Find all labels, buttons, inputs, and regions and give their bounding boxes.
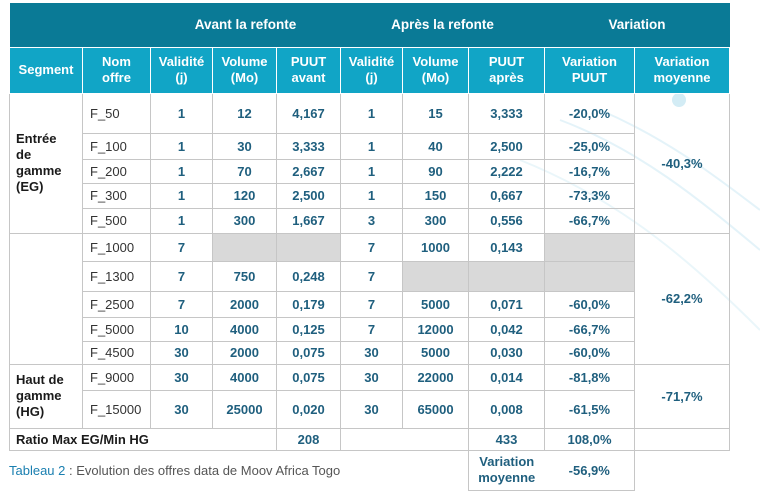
puut-avant: 0,179 bbox=[277, 291, 341, 317]
puut-apres: 0,143 bbox=[469, 233, 545, 261]
volume-avant: 4000 bbox=[213, 364, 277, 390]
offer-name: F_200 bbox=[83, 159, 151, 183]
caption-text: : Evolution des offres data de Moov Africa Togo bbox=[65, 463, 341, 478]
validite-avant: 1 bbox=[151, 159, 213, 183]
col-header-puut-apres: PUUT après bbox=[469, 47, 545, 93]
puut-apres: 0,556 bbox=[469, 208, 545, 233]
validite-apres: 30 bbox=[341, 341, 403, 364]
validite-apres: 1 bbox=[341, 133, 403, 159]
volume-apres: 1000 bbox=[403, 233, 469, 261]
table-row bbox=[10, 390, 730, 428]
variation-puut: -16,7% bbox=[545, 159, 635, 183]
col-header-validite-avant: Validité (j) bbox=[151, 47, 213, 93]
puut-avant: 0,075 bbox=[277, 341, 341, 364]
puut-apres: 2,222 bbox=[469, 159, 545, 183]
validite-avant: 30 bbox=[151, 341, 213, 364]
offer-name: F_4500 bbox=[83, 341, 151, 364]
puut-avant: 0,020 bbox=[277, 390, 341, 428]
variation-puut-empty bbox=[545, 233, 635, 261]
table-row bbox=[10, 341, 730, 364]
validite-avant: 1 bbox=[151, 208, 213, 233]
ratio-row bbox=[10, 428, 730, 450]
variation-puut-empty bbox=[545, 261, 635, 291]
volume-apres: 5000 bbox=[403, 291, 469, 317]
puut-apres: 0,014 bbox=[469, 364, 545, 390]
variation-puut: -60,0% bbox=[545, 291, 635, 317]
variation-puut: -73,3% bbox=[545, 183, 635, 208]
volume-apres: 12000 bbox=[403, 317, 469, 341]
volume-avant: 4000 bbox=[213, 317, 277, 341]
group-header-avant: Avant la refonte bbox=[151, 3, 341, 47]
variation-moyenne-hg: -71,7% bbox=[635, 364, 730, 428]
puut-apres: 0,071 bbox=[469, 291, 545, 317]
table-row bbox=[10, 159, 730, 183]
volume-avant: 120 bbox=[213, 183, 277, 208]
ratio-blank bbox=[341, 428, 469, 450]
volume-apres: 65000 bbox=[403, 390, 469, 428]
variation-puut: -61,5% bbox=[545, 390, 635, 428]
validite-apres: 7 bbox=[341, 291, 403, 317]
variation-puut: -25,0% bbox=[545, 133, 635, 159]
col-header-puut-avant: PUUT avant bbox=[277, 47, 341, 93]
overall-average-label: Variation moyenne bbox=[469, 450, 545, 490]
variation-puut: -60,0% bbox=[545, 341, 635, 364]
validite-avant: 7 bbox=[151, 233, 213, 261]
volume-apres: 40 bbox=[403, 133, 469, 159]
validite-apres: 30 bbox=[341, 390, 403, 428]
volume-apres: 300 bbox=[403, 208, 469, 233]
data-offers-table bbox=[9, 3, 730, 491]
offer-name: F_5000 bbox=[83, 317, 151, 341]
volume-avant: 300 bbox=[213, 208, 277, 233]
puut-apres-empty bbox=[469, 261, 545, 291]
col-header-nom-offre: Nom offre bbox=[83, 47, 151, 93]
validite-apres: 1 bbox=[341, 159, 403, 183]
volume-avant: 750 bbox=[213, 261, 277, 291]
segment-middle bbox=[10, 233, 83, 364]
puut-avant: 2,667 bbox=[277, 159, 341, 183]
table-row bbox=[10, 93, 730, 133]
ratio-apres: 433 bbox=[469, 428, 545, 450]
variation-puut: -66,7% bbox=[545, 317, 635, 341]
ratio-variation: 108,0% bbox=[545, 428, 635, 450]
validite-avant: 1 bbox=[151, 133, 213, 159]
offer-name: F_9000 bbox=[83, 364, 151, 390]
validite-avant: 30 bbox=[151, 390, 213, 428]
variation-puut: -81,8% bbox=[545, 364, 635, 390]
volume-apres: 15 bbox=[403, 93, 469, 133]
puut-apres: 0,042 bbox=[469, 317, 545, 341]
table-row bbox=[10, 233, 730, 261]
offer-name: F_50 bbox=[83, 93, 151, 133]
puut-avant: 3,333 bbox=[277, 133, 341, 159]
validite-apres: 7 bbox=[341, 233, 403, 261]
volume-apres: 5000 bbox=[403, 341, 469, 364]
volume-apres-empty bbox=[403, 261, 469, 291]
puut-avant: 0,248 bbox=[277, 261, 341, 291]
col-header-volume-apres: Volume (Mo) bbox=[403, 47, 469, 93]
volume-avant: 30 bbox=[213, 133, 277, 159]
puut-apres: 2,500 bbox=[469, 133, 545, 159]
table-row bbox=[10, 364, 730, 390]
validite-apres: 1 bbox=[341, 183, 403, 208]
table-row bbox=[10, 208, 730, 233]
table-row bbox=[10, 133, 730, 159]
puut-avant: 4,167 bbox=[277, 93, 341, 133]
puut-apres: 0,667 bbox=[469, 183, 545, 208]
volume-avant: 25000 bbox=[213, 390, 277, 428]
validite-apres: 1 bbox=[341, 93, 403, 133]
col-header-validite-apres: Validité (j) bbox=[341, 47, 403, 93]
validite-avant: 7 bbox=[151, 291, 213, 317]
column-header-row bbox=[10, 47, 730, 93]
footer-spacer-right bbox=[635, 450, 730, 490]
variation-moyenne-middle: -62,2% bbox=[635, 233, 730, 364]
puut-apres: 0,030 bbox=[469, 341, 545, 364]
offer-name: F_300 bbox=[83, 183, 151, 208]
ratio-label: Ratio Max EG/Min HG bbox=[10, 428, 277, 450]
puut-avant: 0,125 bbox=[277, 317, 341, 341]
validite-apres: 30 bbox=[341, 364, 403, 390]
table-row bbox=[10, 291, 730, 317]
puut-avant: 0,075 bbox=[277, 364, 341, 390]
overall-average-value: -56,9% bbox=[545, 450, 635, 490]
caption-label: Tableau 2 bbox=[9, 463, 66, 478]
puut-avant-empty bbox=[277, 233, 341, 261]
volume-apres: 150 bbox=[403, 183, 469, 208]
validite-apres: 3 bbox=[341, 208, 403, 233]
validite-apres: 7 bbox=[341, 261, 403, 291]
puut-avant: 1,667 bbox=[277, 208, 341, 233]
puut-apres: 0,008 bbox=[469, 390, 545, 428]
validite-avant: 7 bbox=[151, 261, 213, 291]
table-row bbox=[10, 317, 730, 341]
col-header-volume-avant: Volume (Mo) bbox=[213, 47, 277, 93]
validite-apres: 7 bbox=[341, 317, 403, 341]
validite-avant: 1 bbox=[151, 93, 213, 133]
volume-avant: 2000 bbox=[213, 291, 277, 317]
offer-name: F_100 bbox=[83, 133, 151, 159]
volume-avant: 12 bbox=[213, 93, 277, 133]
ratio-avant: 208 bbox=[277, 428, 341, 450]
segment-hg: Haut de gamme (HG) bbox=[10, 364, 83, 428]
offer-name: F_15000 bbox=[83, 390, 151, 428]
volume-avant: 70 bbox=[213, 159, 277, 183]
puut-avant: 2,500 bbox=[277, 183, 341, 208]
table-row bbox=[10, 183, 730, 208]
col-header-segment: Segment bbox=[10, 47, 83, 93]
volume-apres: 22000 bbox=[403, 364, 469, 390]
group-header-row bbox=[10, 3, 730, 47]
offer-name: F_500 bbox=[83, 208, 151, 233]
variation-moyenne-eg: -40,3% bbox=[635, 93, 730, 233]
variation-puut: -20,0% bbox=[545, 93, 635, 133]
validite-avant: 1 bbox=[151, 183, 213, 208]
group-header-apres: Après la refonte bbox=[341, 3, 545, 47]
volume-avant-empty bbox=[213, 233, 277, 261]
table-caption bbox=[9, 463, 340, 478]
volume-avant: 2000 bbox=[213, 341, 277, 364]
offer-name: F_1000 bbox=[83, 233, 151, 261]
offer-name: F_1300 bbox=[83, 261, 151, 291]
segment-eg: Entrée de gamme (EG) bbox=[10, 93, 83, 233]
table-row bbox=[10, 261, 730, 291]
volume-apres: 90 bbox=[403, 159, 469, 183]
validite-avant: 30 bbox=[151, 364, 213, 390]
group-header-blank bbox=[10, 3, 151, 47]
group-header-variation: Variation bbox=[545, 3, 730, 47]
ratio-blank-right bbox=[635, 428, 730, 450]
puut-apres: 3,333 bbox=[469, 93, 545, 133]
offer-name: F_2500 bbox=[83, 291, 151, 317]
validite-avant: 10 bbox=[151, 317, 213, 341]
variation-puut: -66,7% bbox=[545, 208, 635, 233]
col-header-variation-puut: Variation PUUT bbox=[545, 47, 635, 93]
col-header-variation-moyenne: Variation moyenne bbox=[635, 47, 730, 93]
